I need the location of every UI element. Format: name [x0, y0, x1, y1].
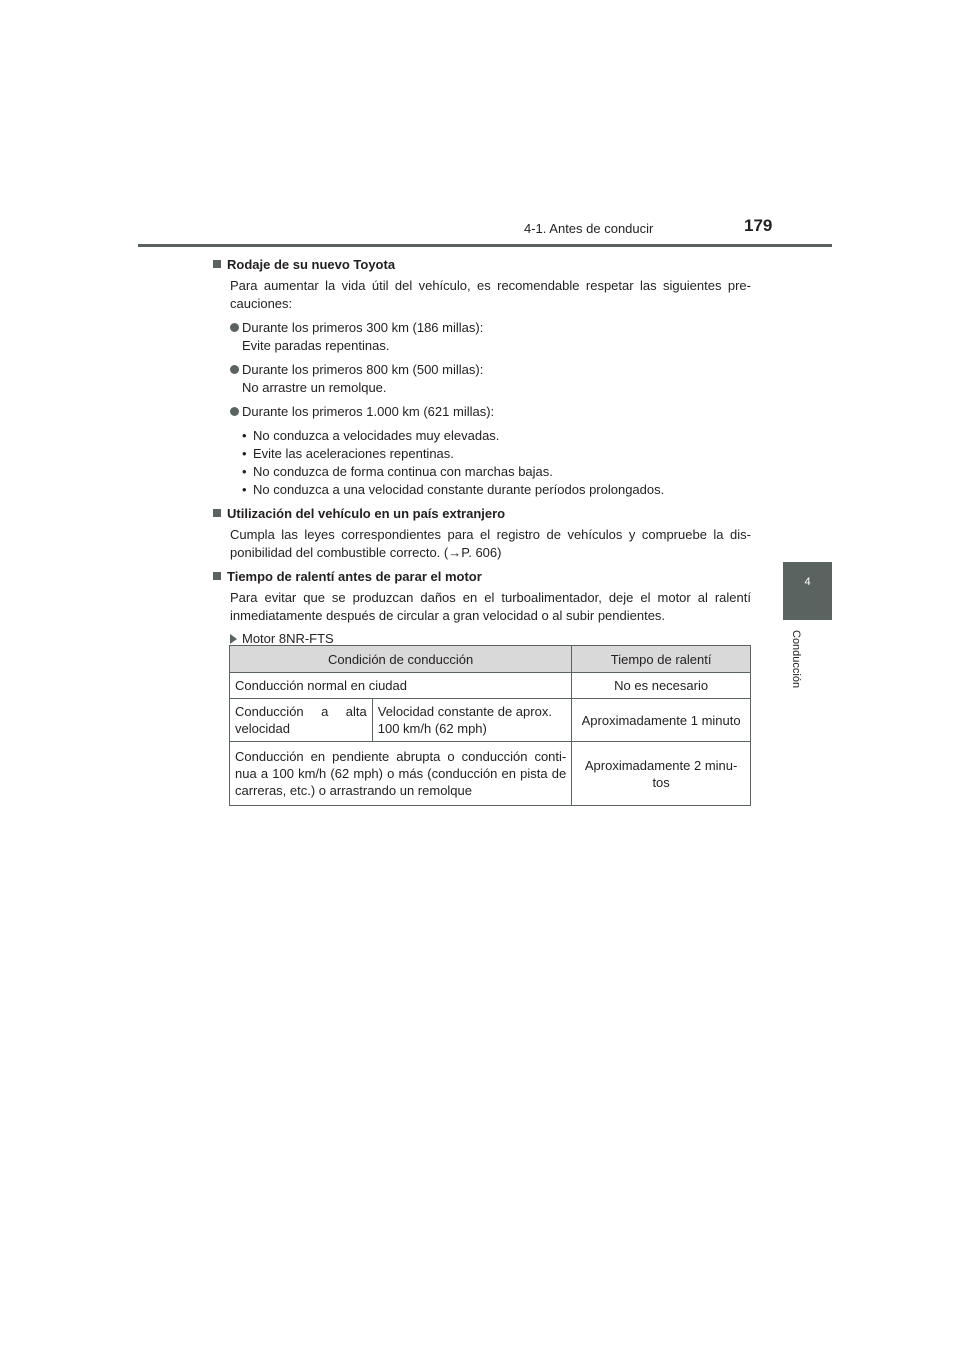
sub-list-item: • No conduzca a una velocidad constante durante períodos prolongados.: [242, 481, 751, 499]
table-row: [230, 699, 751, 742]
list-item: Durante los primeros 1.000 km (621 millas):: [230, 403, 751, 421]
section-paragraph: Para aumentar la vida útil del vehículo, es recomendable respetar las siguientes pre-cauciones:: [230, 278, 751, 311]
section-paragraph: Para evitar que se produzcan daños en el turboalimentador, deje el motor al ralentí inmediatamente después de circular a gran velocidad o al subir pendientes.: [230, 590, 751, 623]
page-number: 179: [744, 216, 773, 235]
table-cell: Aproximadamente 1 minuto: [572, 699, 751, 742]
chapter-tab: [783, 562, 832, 620]
circle-bullet-icon: [230, 365, 239, 374]
section-heading: Utilización del vehículo en un país extranjero: [213, 505, 751, 523]
page-content: [213, 253, 751, 648]
table-cell: No es necesario: [572, 673, 751, 699]
table-cell: Aproximadamente 2 minu-tos: [572, 742, 751, 806]
sub-list-item: • No conduzca de forma continua con marchas bajas.: [242, 463, 751, 481]
table-row: [230, 673, 751, 699]
square-bullet-icon: [213, 260, 221, 268]
circle-bullet-icon: [230, 407, 239, 416]
square-bullet-icon: [213, 572, 221, 580]
idle-time-table: [229, 645, 751, 806]
circle-bullet-icon: [230, 323, 239, 332]
table-header-cell: Tiempo de ralentí: [572, 646, 751, 673]
table-header-row: [230, 646, 751, 673]
header-divider: [138, 244, 832, 247]
triangle-arrow-icon: [230, 634, 237, 644]
list-item: Durante los primeros 300 km (186 millas): Evite paradas repentinas.: [230, 319, 751, 355]
table-cell: Conducción a alta velocidad: [230, 699, 373, 742]
list-item: Durante los primeros 800 km (500 millas): No arrastre un remolque.: [230, 361, 751, 397]
table-row: [230, 742, 751, 806]
sub-bullet-list: [242, 427, 751, 499]
header-section-title: 4-1. Antes de conducir: [524, 221, 654, 236]
table-header-cell: Condición de conducción: [230, 646, 572, 673]
chapter-label: Conducción: [790, 630, 802, 689]
engine-label: Motor 8NR-FTS: [230, 630, 751, 648]
section-heading: Tiempo de ralentí antes de parar el motor: [213, 568, 751, 586]
sub-list-item: • Evite las aceleraciones repentinas.: [242, 445, 751, 463]
section-heading: Rodaje de su nuevo Toyota: [213, 256, 751, 274]
table-cell: Velocidad constante de aprox. 100 km/h (62 mph): [372, 699, 571, 742]
section-paragraph: Cumpla las leyes correspondientes para el registro de vehículos y compruebe la dis-ponibilidad del combustible correcto. (→P. 606): [230, 527, 751, 560]
table-cell: Conducción normal en ciudad: [230, 673, 572, 699]
sub-list-item: • No conduzca a velocidades muy elevadas.: [242, 427, 751, 445]
chapter-number: 4: [804, 576, 811, 588]
square-bullet-icon: [213, 509, 221, 517]
table-cell: Conducción en pendiente abrupta o conducción conti-nua a 100 km/h (62 mph) o más (conducción en pista de carreras, etc.) o arrastrando un remolque: [230, 742, 572, 806]
